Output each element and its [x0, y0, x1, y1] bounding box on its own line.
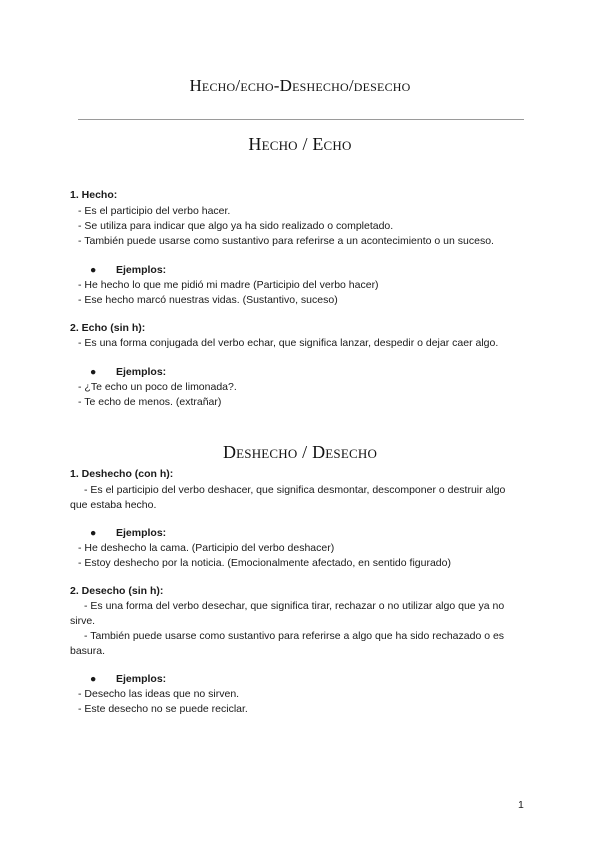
- definition-line: - También puede usarse como sustantivo para referirse a un acontecimiento o un suceso.: [78, 235, 494, 247]
- example-line: - He hecho lo que me pidió mi madre (Participio del verbo hacer): [78, 279, 379, 291]
- example-line: - Te echo de menos. (extrañar): [78, 396, 222, 408]
- example-line: - Desecho las ideas que no sirven.: [78, 688, 240, 700]
- definition-line: - Es el participio del verbo deshacer, que significa desmontar, descomponer o destruir algo: [84, 484, 506, 496]
- bullet-icon: ●: [90, 366, 97, 378]
- section-heading-hecho-echo: Hecho / Echo: [248, 134, 352, 154]
- example-line: - Estoy deshecho por la noticia. (Emocionalmente afectado, en sentido figurado): [78, 557, 451, 569]
- example-line: - Este desecho no se puede reciclar.: [78, 703, 248, 715]
- label-hecho: 1. Hecho:: [70, 189, 118, 201]
- title-divider: [78, 119, 524, 120]
- page-title: Hecho/echo-Deshecho/desecho: [189, 76, 411, 95]
- definition-line: - Es el participio del verbo hacer.: [78, 205, 231, 217]
- examples-heading: ● Ejemplos:: [90, 366, 167, 378]
- definition-line: - Es una forma del verbo desechar, que significa tirar, rechazar o no utilizar algo que ya no: [84, 600, 505, 612]
- examples-heading: ● Ejemplos:: [90, 673, 167, 685]
- example-line: - Ese hecho marcó nuestras vidas. (Sustantivo, suceso): [78, 294, 338, 306]
- example-line: - ¿Te echo un poco de limonada?.: [78, 381, 237, 393]
- examples-heading: ● Ejemplos:: [90, 527, 167, 539]
- label-deshecho: 1. Deshecho (con h):: [70, 468, 174, 480]
- bullet-icon: ●: [90, 673, 97, 685]
- definition-line: - Se utiliza para indicar que algo ya ha sido realizado o completado.: [78, 220, 394, 232]
- definition-line: que estaba hecho.: [70, 499, 157, 511]
- label-desecho: 2. Desecho (sin h):: [70, 585, 164, 597]
- bullet-icon: ●: [90, 527, 97, 539]
- example-line: - He deshecho la cama. (Participio del verbo deshacer): [78, 542, 335, 554]
- definition-line: sirve.: [70, 615, 96, 627]
- page-number: 1: [518, 799, 524, 811]
- examples-heading: ● Ejemplos:: [90, 264, 167, 276]
- section-heading-deshecho-desecho: Deshecho / Desecho: [222, 442, 378, 462]
- definition-line: basura.: [70, 645, 106, 657]
- label-echo: 2. Echo (sin h):: [70, 322, 146, 334]
- bullet-icon: ●: [90, 264, 97, 276]
- definition-line: - Es una forma conjugada del verbo echar, que significa lanzar, despedir o dejar caer algo.: [78, 337, 499, 349]
- definition-line: - También puede usarse como sustantivo para referirse a algo que ha sido rechazado o es: [84, 630, 505, 642]
